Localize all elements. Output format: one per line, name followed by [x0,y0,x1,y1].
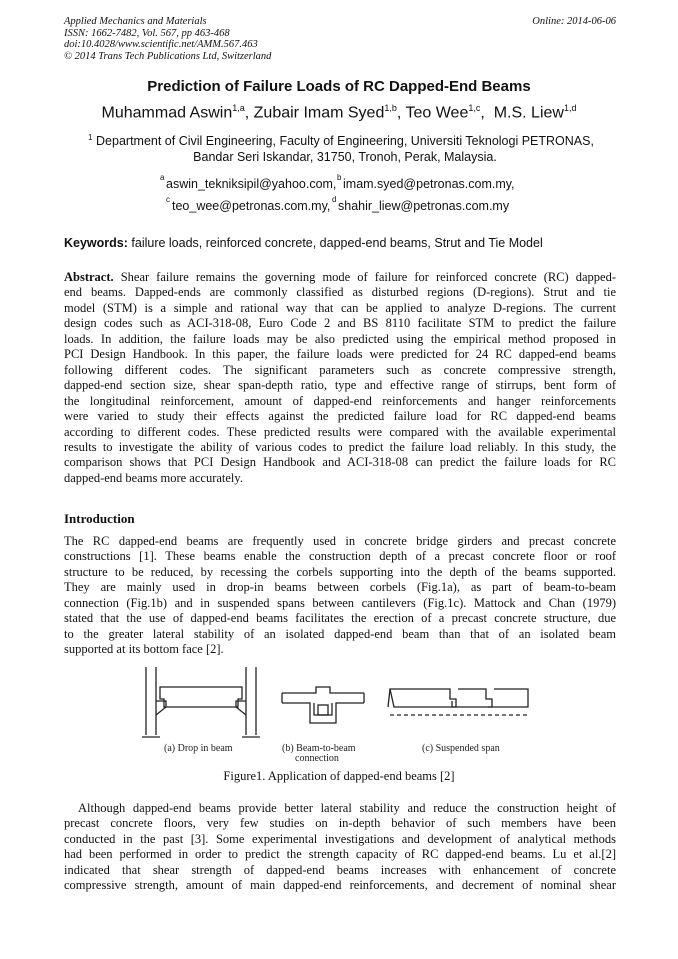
email-item[interactable] [337,173,515,195]
keywords-label: Keywords: [64,236,128,250]
affiliation-line: Bandar Seri Iskandar, 31750, Tronoh, Perak, Malaysia. [193,149,497,164]
body-paragraph [64,801,616,894]
author-name: Muhammad Aswin [101,104,233,122]
author-sup: 1,b [384,103,397,113]
paragraph-line: compressive strength, amount of main dapped-end reinforcements, and decrement of nominal shear [64,878,616,893]
copyright: © 2014 Trans Tech Publications Ltd, Switzerland [64,50,272,62]
author-name: Teo Wee [405,104,469,122]
paragraph-line: indicated that shear strength of dapped-end beams increases with enhancement of concrete [64,862,616,877]
suspended-span-diagram [388,689,528,715]
paragraph-line: stated that the use of dapped-end beams facilitates the erection of a precast concrete structure, due [64,611,616,626]
affiliation-line: Department of Civil Engineering, Faculty of Engineering, Universiti Teknologi PETRONAS, [96,134,594,148]
paragraph-line: They are mainly used in drop-in beams between corbels (Fig.1a), as part of beam-to-beam [64,580,616,595]
email-item[interactable] [160,173,337,195]
abstract-line: dapped-end section size, shear span-depth ratio, type and effective range of stirrups, bent form of [64,378,616,393]
abstract-text: Shear failure remains the governing mode of failure for reinforced concrete (RC) dapped- [120,270,617,284]
abstract-line: according to different codes. These predicted results were compared with the available experimental [64,424,616,439]
figure-dapped-end-beams [132,663,532,763]
abstract-line [64,270,616,285]
abstract-line: results to investigate the ability of various codes to predict the failure load reliably. In this study, the [64,439,616,454]
paragraph-line: connection (Fig.1b) and in suspended spans between cantilevers (Fig.1c). Mattock and Chan (1979) [64,595,616,610]
abstract-line: end beams. Dapped-ends are commonly classified as disturbed regions (D-regions). Strut and tie [64,285,616,300]
email-sup: b [337,173,342,182]
author-name: M.S. Liew [493,104,564,122]
affiliation-sup: 1 [88,133,93,142]
paragraph-line: precast concrete floors, very few studies on in-depth behavior of such members have been [64,816,616,831]
drop-in-beam-diagram [142,667,260,737]
email-sup: a [160,173,165,182]
email-item[interactable] [166,195,331,217]
figure-label: (c) Suspended span [422,743,500,754]
abstract-label: Abstract. [64,270,114,284]
online-date: Online: 2014-06-06 [532,16,616,27]
author-list: Muhammad Aswin$^{1,a}$, Zubair Imam Syed$^{1,b}$, Teo Wee$^{1,c}$, M.S. Liew$^{1,d}$ [101,103,577,122]
abstract-line: PCI Design Handbook. In this paper, the failure loads were predicted for 24 RC dapped-end beams [64,347,616,362]
abstract-line: comparison shows that PCI Design Handbook and ACI-318-08 can predict the failure loads for RC [64,455,616,470]
paragraph-line: The RC dapped-end beams are frequently used in concrete bridge girders and precast concrete [64,534,616,548]
paragraph-line: to the greater lateral stability of an isolated dapped-end beam than that of an isolated beam [64,626,616,641]
beam-to-beam-diagram [282,687,364,723]
figure-label: (a) Drop in beam [164,743,233,754]
paper-title: Prediction of Failure Loads of RC Dapped-End Beams [147,78,531,95]
keywords-text: failure loads, reinforced concrete, dapped-end beams, Strut and Tie Model [131,236,543,250]
abstract-line: following different codes. The significant parameters such as concrete compressive strength, [64,362,616,377]
section-heading: Introduction [64,511,135,526]
affiliation [80,134,610,165]
figure-caption: Figure1. Application of dapped-end beams [2] [223,769,455,783]
journal-name: Applied Mechanics and Materials [64,16,207,27]
keywords [64,236,616,250]
issn: ISSN: 1662-7482, Vol. 567, pp 463-468 [64,27,230,39]
figure-label: connection [295,753,339,763]
abstract-line: design codes such as ACI-318-08, Euro Code 2 and BS 8110 facilitate STM to predict the failure [64,316,616,331]
email-text: imam.syed@petronas.com.my, [343,177,515,191]
email-text: aswin_tekniksipil@yahoo.com, [166,177,337,191]
paragraph-line: had been performed in order to predict the strength capacity of RC dapped-end beams. Lu et al.[2] [64,847,616,862]
journal-header [64,16,616,62]
paragraph-line: structure to be reduced, by recessing the corbels supporting into the depth of the beams supported. [64,564,616,579]
doi: doi:10.4028/www.scientific.net/AMM.567.463 [64,39,258,50]
email-sup: d [332,195,337,204]
author-sup: 1,c [468,103,481,113]
email-sup: c [166,195,170,204]
paragraph-line: Although dapped-end beams provide better lateral stability and reduce the construction height of [78,801,616,815]
paragraph-line: conducted in the past [3]. Some experimental investigations and development of analytical methods [64,831,616,846]
abstract-line: model (STM) is a simple and rational way that can be applied to analyze D-regions. The current [64,300,616,315]
figure-label: (b) Beam-to-beam [282,743,356,754]
email-text: teo_wee@petronas.com.my, [172,199,331,213]
author-sup: 1,d [563,103,577,113]
author-sup: 1,a [232,103,245,113]
email-item[interactable] [332,195,510,217]
abstract-line: dapped-end beams more accurately. [64,470,243,485]
abstract-line: the longitudinal reinforcement, amount of dapped-end reinforcements and hanger reinforcements [64,393,616,408]
author-name: Zubair Imam Syed [253,104,385,122]
paragraph-line: supported at its bottom face [2]. [64,642,224,657]
introduction-paragraph [64,534,616,658]
paragraph-line: constructions [1]. These beams enable the construction depth of a precast concrete floor or roof [64,549,616,564]
abstract [64,270,616,486]
email-text: shahir_liew@petronas.com.my [338,199,510,213]
abstract-line: were varied to study their effects against the predicted failure load for RC dapped-end beams [64,409,616,424]
abstract-line: loads. In addition, the failure loads may be also predicted using the empirical method proposed in [64,331,616,346]
